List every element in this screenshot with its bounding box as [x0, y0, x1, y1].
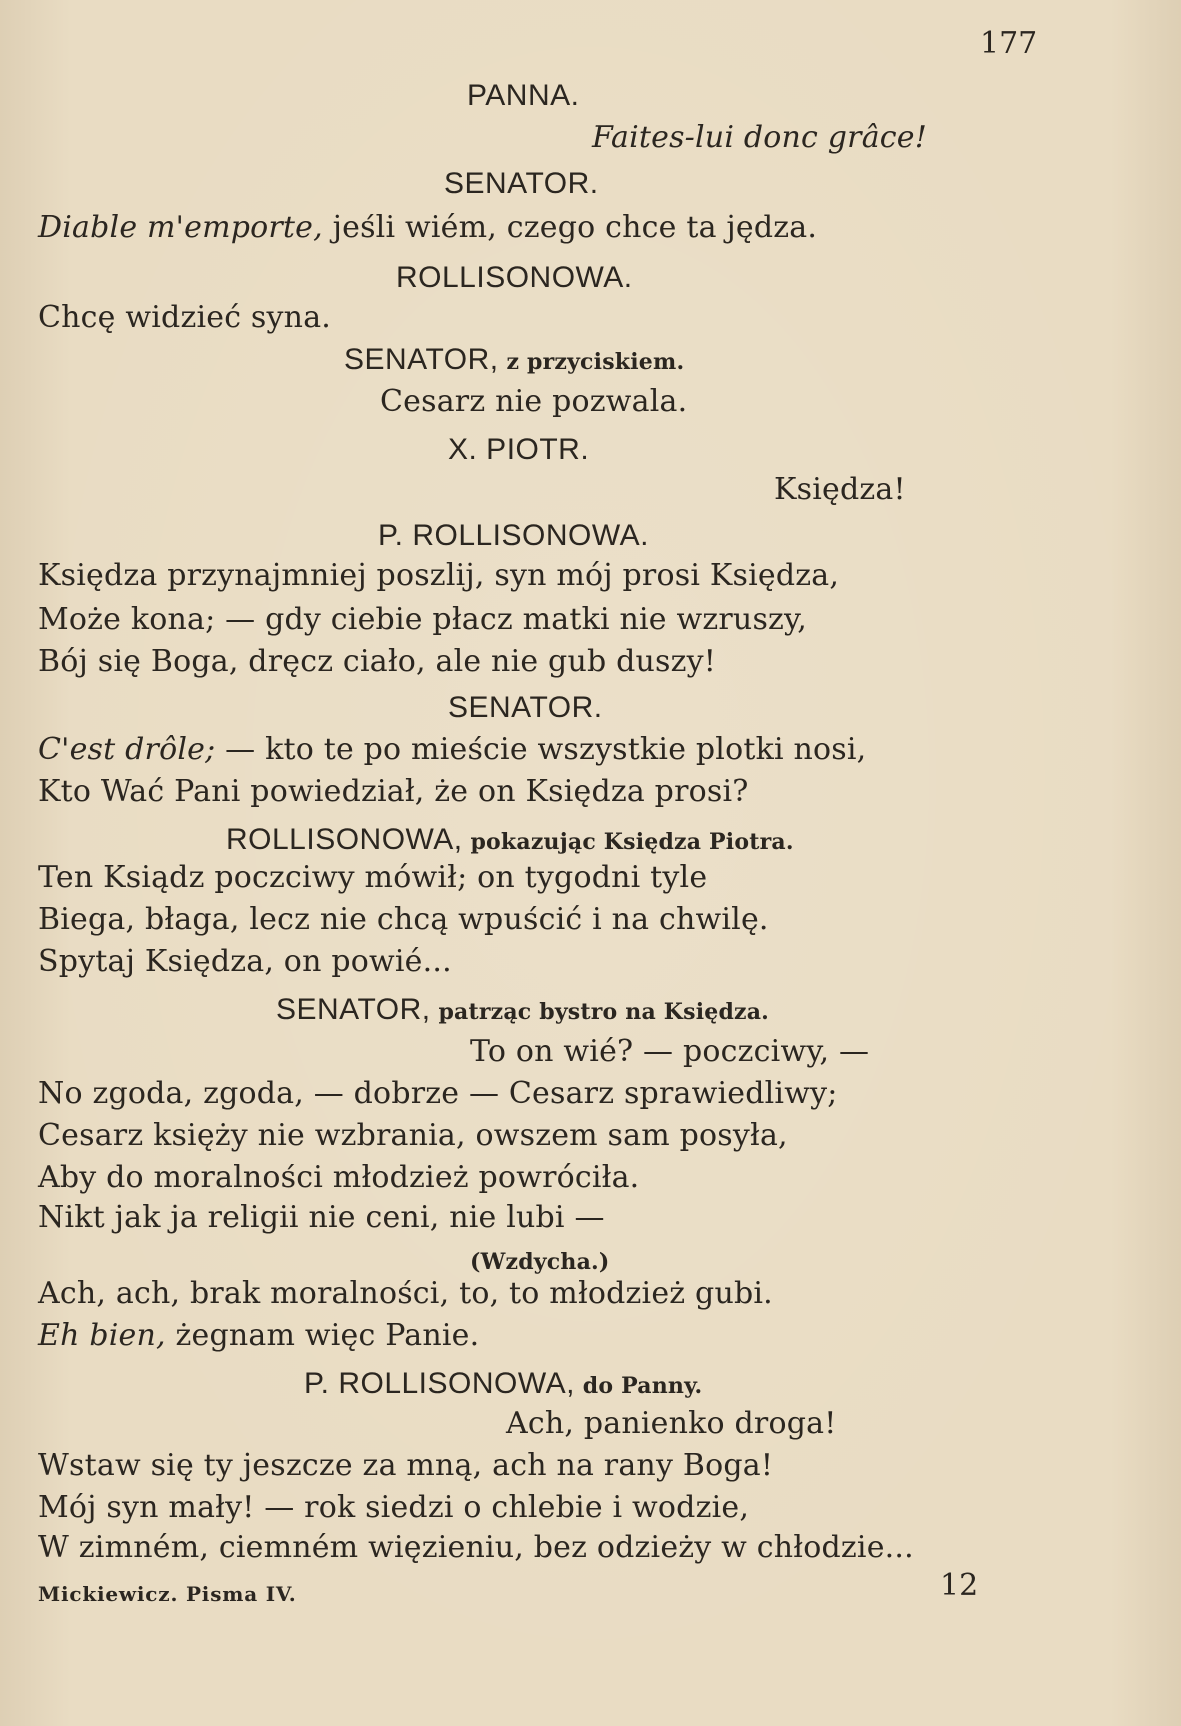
line-w-zimnem: W zimném, ciemném więzieniu, bez odzieży w chłodzie... — [38, 1530, 914, 1565]
speaker-senator-3: SENATOR. — [448, 691, 603, 724]
line-ksiedza-przynajmniej: Księdza przynajmniej poszlij, syn mój prosi Księdza, — [38, 558, 840, 593]
line-ach-ach: Ach, ach, brak moralności, to, to młodzież gubi. — [38, 1276, 773, 1311]
speaker-senator-4 — [276, 990, 769, 1032]
stage-direction-wzdycha: (Wzdycha.) — [470, 1249, 610, 1275]
line-diable — [38, 208, 817, 248]
line-ksiedza: Księdza! — [774, 472, 906, 507]
line-no-zgoda: No zgoda, zgoda, — dobrze — Cesarz sprawiedliwy; — [38, 1076, 838, 1111]
line-boj-sie-boga: Bój się Boga, dręcz ciało, ale nie gub duszy! — [38, 644, 717, 679]
speaker-panna: PANNA. — [467, 79, 580, 112]
line-moze-kona: Może kona; — gdy ciebie płacz matki nie wzruszy, — [38, 602, 807, 637]
speaker-senator-4-name: SENATOR, — [276, 993, 431, 1026]
speaker-rollisonowa-2-name: ROLLISONOWA, — [226, 823, 463, 856]
line-nikt-jak-ja: Nikt jak ja religii nie ceni, nie lubi — — [38, 1200, 605, 1235]
speaker-senator-2 — [344, 340, 684, 382]
line-eh-bien — [38, 1316, 479, 1356]
line-aby-do-moralnosci: Aby do moralności młodzież powróciła. — [38, 1160, 640, 1195]
speaker-senator-2-name: SENATOR, — [344, 343, 499, 376]
line-moj-syn-maly: Mój syn mały! — rok siedzi o chlebie i wodzie, — [38, 1490, 750, 1525]
line-diable-rest: jeśli wiém, czego chce ta jędza. — [322, 210, 818, 245]
line-ach-panienko: Ach, panienko droga! — [506, 1406, 837, 1441]
stage-direction-pokazujac: pokazując Księdza Piotra. — [462, 829, 794, 855]
speaker-x-piotr: X. PIOTR. — [448, 433, 590, 466]
speaker-senator-1: SENATOR. — [444, 167, 599, 200]
line-eh-bien-rest: żegnam więc Panie. — [165, 1318, 480, 1353]
speaker-p-rollisonowa-2-name: P. ROLLISONOWA, — [304, 1367, 575, 1400]
stage-direction-patrzac: patrząc bystro na Księdza. — [430, 999, 770, 1025]
line-panna-faites: Faites-lui donc grâce! — [592, 120, 928, 155]
line-wstaw-sie: Wstaw się ty jeszcze za mną, ach na rany Boga! — [38, 1448, 774, 1483]
footer-sheet-number: 12 — [940, 1568, 979, 1603]
speaker-p-rollisonowa-2 — [304, 1364, 702, 1406]
line-cesarz-ksiezy: Cesarz księży nie wzbrania, owszem sam posyła, — [38, 1118, 788, 1153]
line-eh-bien-italic: Eh bien, — [38, 1318, 166, 1353]
footer-signature: Mickiewicz. Pisma IV. — [38, 1582, 297, 1606]
line-ten-ksiadz: Ten Ksiądz poczciwy mówił; on tygodni tyle — [38, 860, 708, 895]
line-cesarz-nie-pozwala: Cesarz nie pozwala. — [380, 384, 688, 419]
line-kto-wac-pani: Kto Wać Pani powiedział, że on Księdza prosi? — [38, 774, 749, 809]
speaker-rollisonowa-2 — [226, 820, 794, 862]
line-cest-drole — [38, 730, 866, 770]
stage-direction-do-panny: do Panny. — [574, 1373, 703, 1399]
stage-direction-przyciskiem: z przyciskiem. — [498, 349, 685, 375]
line-cest-drole-italic: C'est drôle; — [38, 732, 216, 767]
line-spytaj-ksiedza: Spytaj Księdza, on powié... — [38, 944, 452, 979]
line-biega-blaga: Biega, błaga, lecz nie chcą wpuścić i na chwilę. — [38, 902, 769, 937]
line-cest-drole-rest: — kto te po mieście wszystkie plotki nosi, — [215, 732, 867, 767]
line-chce-widziec: Chcę widzieć syna. — [38, 300, 332, 335]
line-to-on-wie: To on wié? — poczciwy, — — [470, 1034, 870, 1069]
page-number: 177 — [980, 26, 1038, 61]
line-diable-italic: Diable m'emporte, — [38, 210, 323, 245]
speaker-rollisonowa-1: ROLLISONOWA. — [396, 261, 633, 294]
speaker-p-rollisonowa-1: P. ROLLISONOWA. — [378, 519, 649, 552]
